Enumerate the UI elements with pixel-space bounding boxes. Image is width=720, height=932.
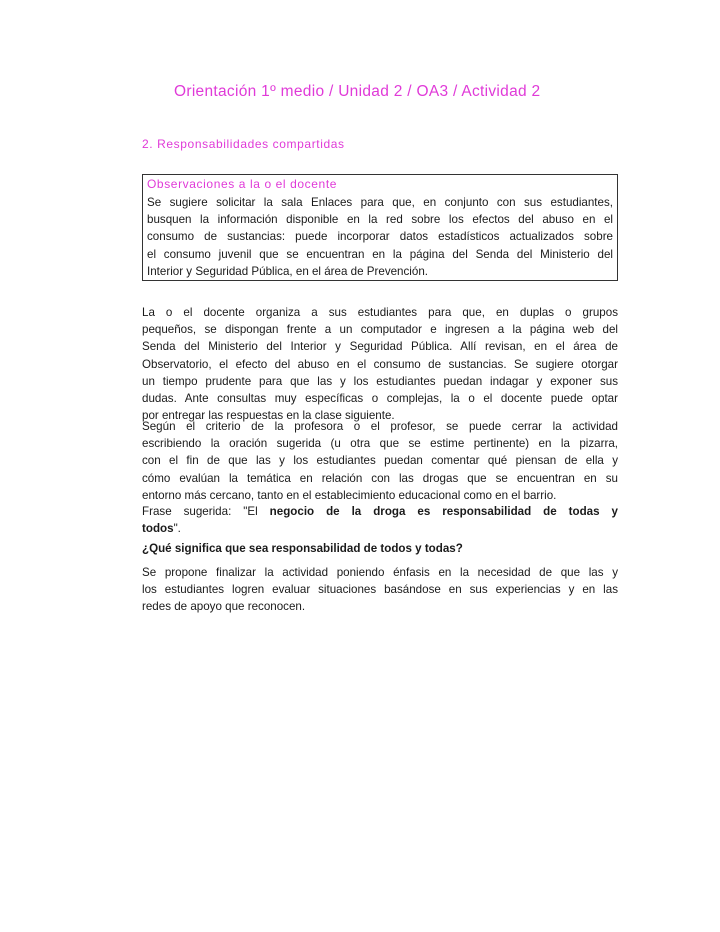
observations-text — [147, 194, 613, 280]
text-line: pequeños, se dispongan frente a un computador e ingresen a la página web del — [142, 323, 618, 337]
text-line: busquen la información disponible en la red sobre los efectos del abuso en el — [147, 213, 613, 227]
text-line: Senda del Ministerio del Interior y Seguridad Pública. Allí revisan, en el área de — [142, 340, 618, 354]
observations-box — [142, 174, 618, 281]
text-line: escribiendo la oración sugerida (u otra que se estime pertinente) en la pizarra, — [142, 437, 618, 451]
text-line: La o el docente organiza a sus estudiantes para que, en duplas o grupos — [142, 306, 618, 319]
text-line: consumo de sustancias: puede incorporar datos estadísticos actualizados sobre — [147, 230, 613, 244]
text-line: Observatorio, el efecto del abuso en el consumo de sustancias. Se sugiere otorgar — [142, 357, 618, 371]
text-line: los estudiantes logren evaluar situaciones basándose en sus experiencias y en las — [142, 583, 618, 597]
text-line: redes de apoyo que reconocen. — [142, 600, 306, 614]
text-line: Se propone finalizar la actividad poniendo énfasis en la necesidad de que las y — [142, 566, 618, 579]
text-line: cómo evalúan la temática en relación con las drogas que se encuentran en su — [142, 471, 618, 485]
text-line: Según el criterio de la profesora o el profesor, se puede cerrar la actividad — [142, 420, 618, 433]
question-text: ¿Qué significa que sea responsabilidad de todos y todas? — [142, 542, 463, 555]
text-line: el consumo juvenil que se encuentran en la página del Senda del Ministerio del — [147, 247, 613, 261]
observations-title: Observaciones a la o el docente — [147, 177, 338, 191]
text-line: con el fin de que las y los estudiantes puedan comentar qué piensan de ella y — [142, 454, 618, 468]
text-line: Interior y Seguridad Pública, en el área de Prevención. — [147, 264, 428, 278]
text-line: dudas. Ante consultas muy específicas o complejas, la o el docente puede optar — [142, 391, 618, 405]
suggested-phrase — [142, 503, 618, 537]
text-line: por entregar las respuestas en la clase siguiente. — [142, 409, 395, 423]
paragraph-1 — [142, 304, 618, 424]
phrase-suffix: ". — [173, 522, 181, 536]
section-heading: 2. Responsabilidades compartidas — [142, 137, 345, 151]
phrase-bold: negocio de la droga es responsabilidad de todas y — [269, 505, 618, 518]
paragraph-3 — [142, 564, 618, 616]
page-title: Orientación 1º medio / Unidad 2 / OA3 / Actividad 2 — [174, 83, 541, 100]
phrase-bold-end: todos — [142, 522, 174, 536]
phrase-prefix: Frase sugerida: "El — [142, 505, 270, 518]
text-line: entorno más cercano, tanto en el establecimiento educacional como en el barrio. — [142, 488, 557, 502]
paragraph-2 — [142, 418, 618, 504]
text-line: Se sugiere solicitar la sala Enlaces para que, en conjunto con sus estudiantes, — [147, 196, 613, 209]
text-line: un tiempo prudente para que las y los estudiantes puedan indagar y exponer sus — [142, 374, 618, 388]
question — [142, 540, 618, 557]
